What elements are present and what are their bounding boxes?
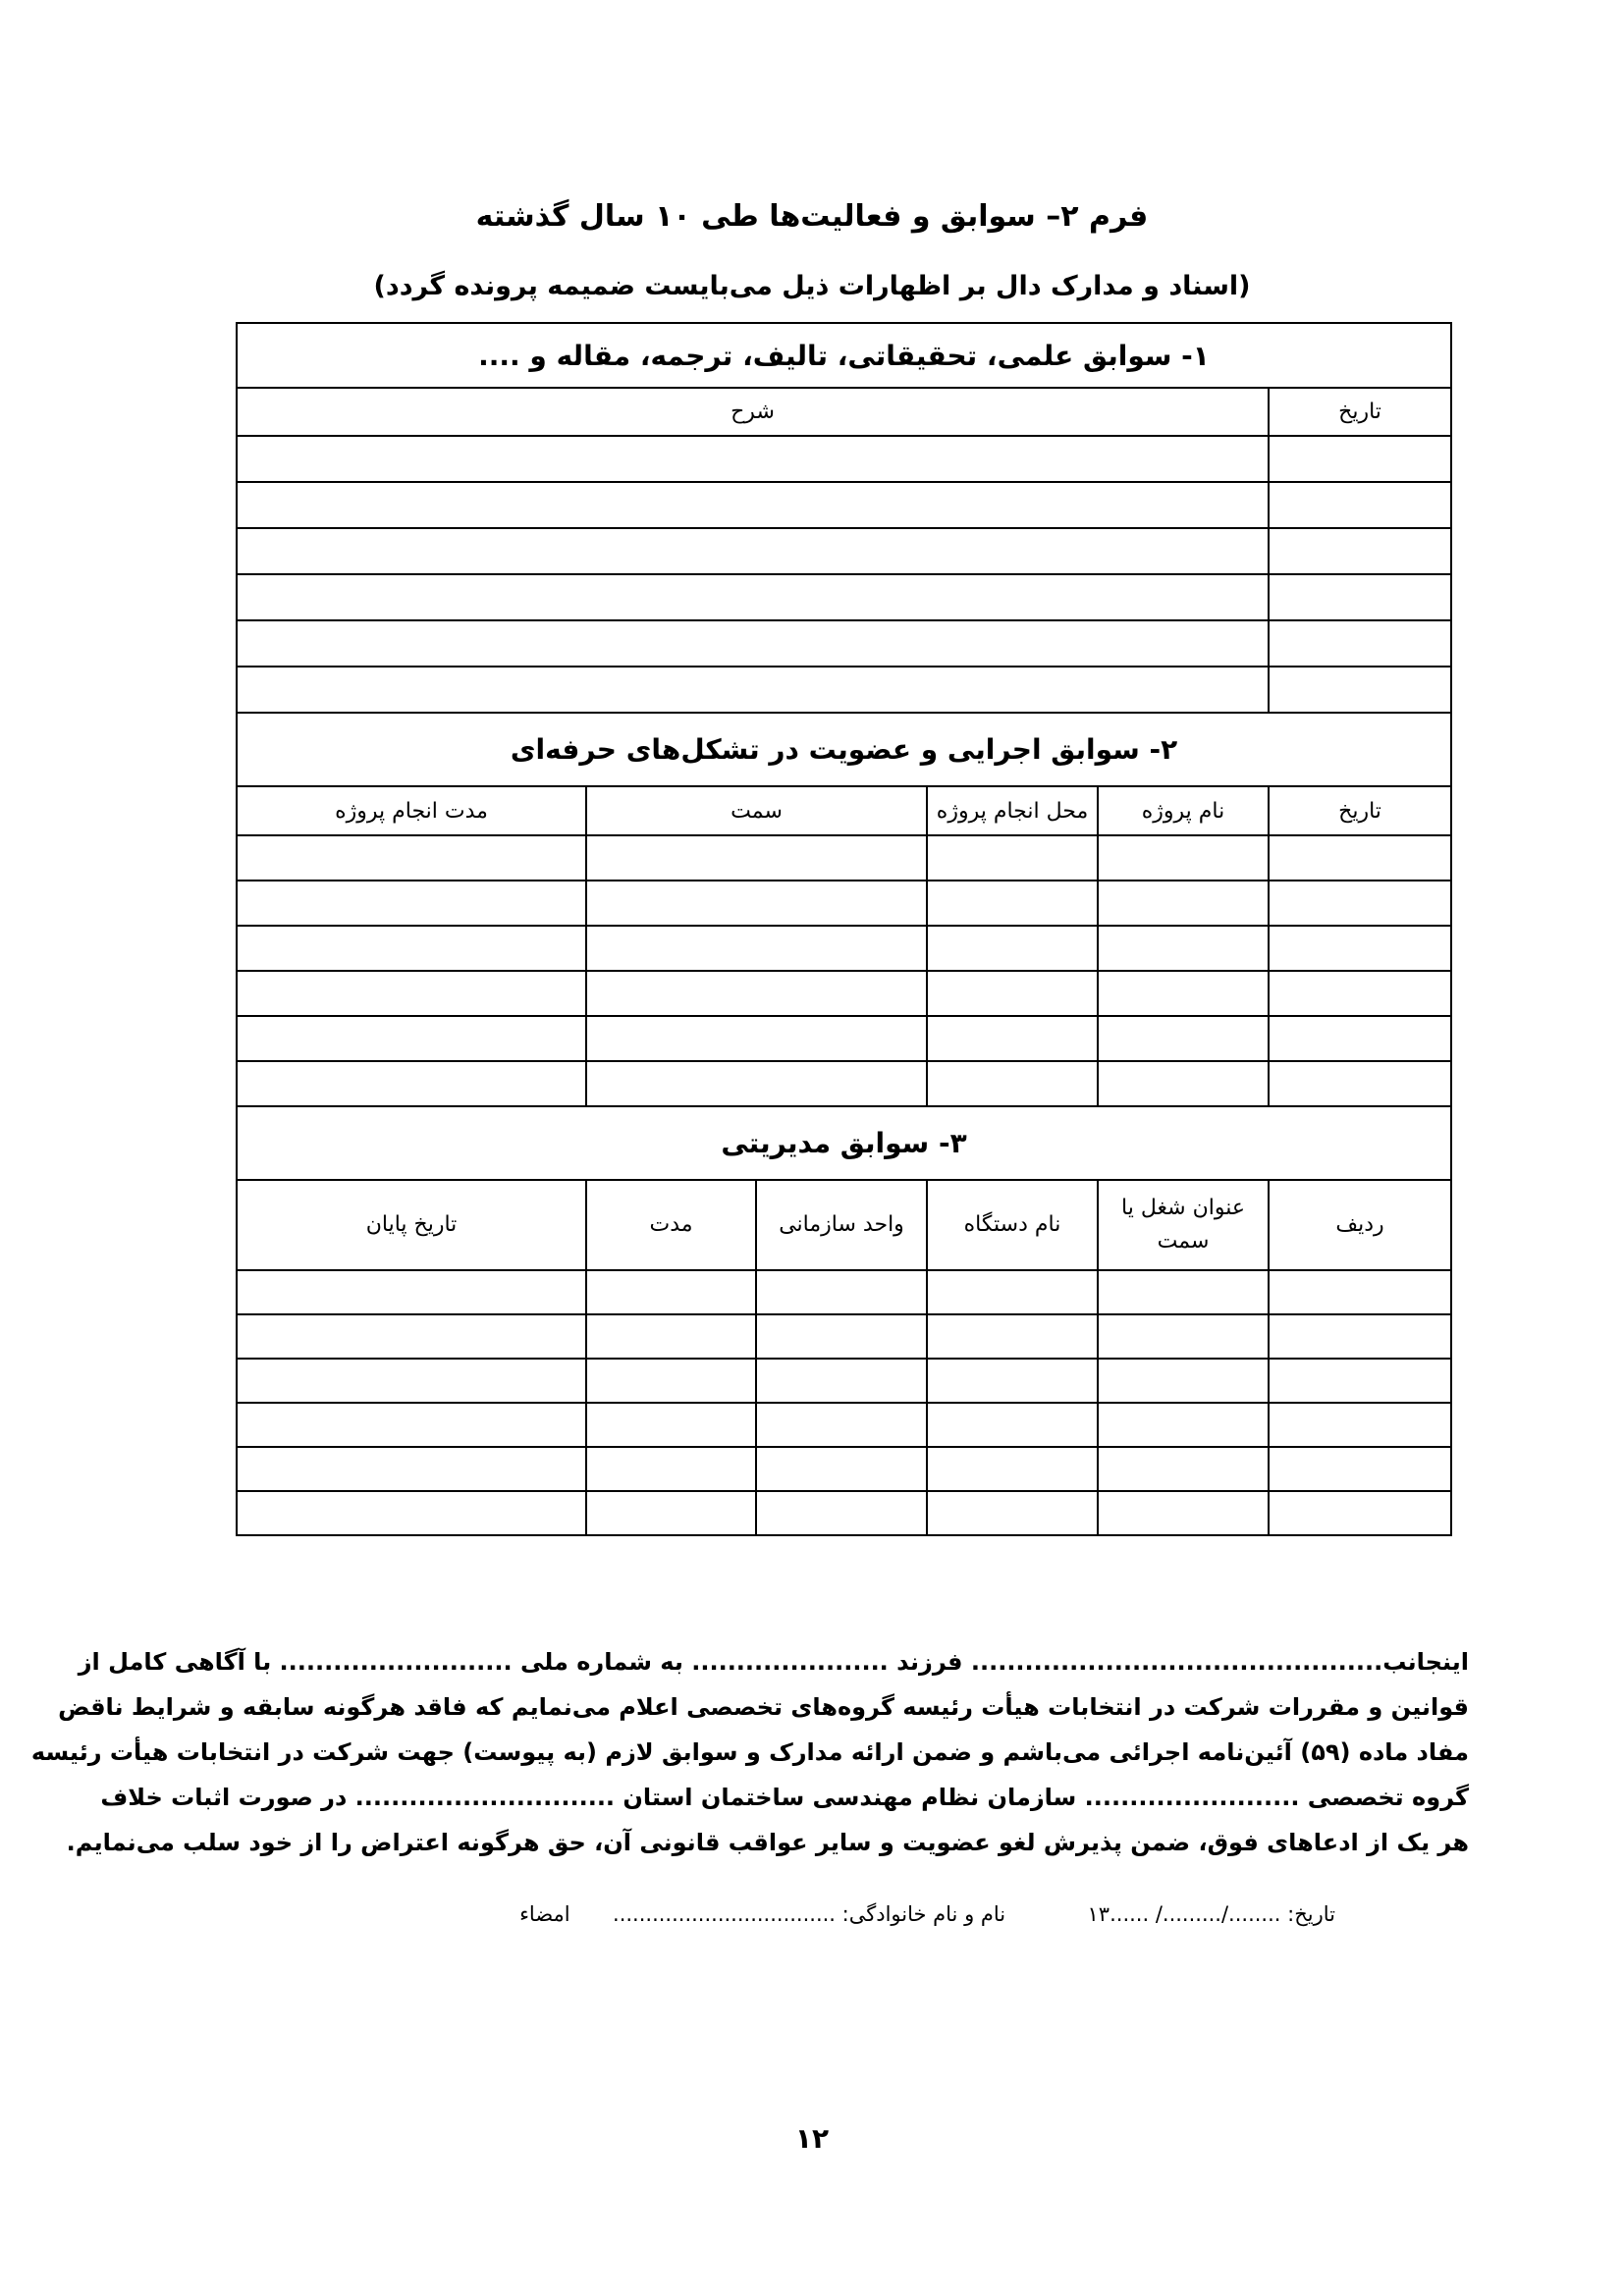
signature-footer bbox=[452, 1902, 1335, 1926]
table-row bbox=[237, 1403, 1451, 1447]
row-number-cell[interactable] bbox=[1269, 1359, 1451, 1403]
date-cell[interactable] bbox=[1269, 971, 1451, 1016]
unit-cell[interactable] bbox=[756, 1447, 927, 1491]
declaration-line: قوانین و مقررات شرکت در انتخابات هیأت رئیسه گروه‌های تخصصی اعلام می‌نمایم که فاقد هرگونه سابقه و شرایط ناقض bbox=[58, 1693, 1469, 1721]
duration-cell[interactable] bbox=[586, 1359, 756, 1403]
table-row bbox=[237, 1491, 1451, 1535]
column-header-job-title: عنوان شغل یا سمت bbox=[1098, 1180, 1269, 1270]
section-3-column-headers bbox=[237, 1180, 1451, 1270]
project-duration-cell[interactable] bbox=[237, 1061, 586, 1106]
position-cell[interactable] bbox=[586, 881, 927, 926]
job-title-cell[interactable] bbox=[1098, 1447, 1269, 1491]
section-2-title: ۲- سوابق اجرایی و عضویت در تشکل‌های حرفه‌ای bbox=[237, 713, 1451, 786]
column-header-end-date: تاریخ پایان bbox=[237, 1180, 586, 1270]
table-row bbox=[237, 881, 1451, 926]
date-cell[interactable] bbox=[1269, 835, 1451, 881]
column-header-project-duration: مدت انجام پروژه bbox=[237, 786, 586, 835]
end-date-cell[interactable] bbox=[237, 1403, 586, 1447]
section-3-title: ۳- سوابق مدیریتی bbox=[237, 1106, 1451, 1180]
section-2-column-headers bbox=[237, 786, 1451, 835]
table-row bbox=[237, 574, 1451, 620]
position-cell[interactable] bbox=[586, 926, 927, 971]
form-title: فرم ۲– سوابق و فعالیت‌ها طی ۱۰ سال گذشته bbox=[475, 199, 1149, 234]
organization-cell[interactable] bbox=[927, 1270, 1098, 1314]
organization-cell[interactable] bbox=[927, 1403, 1098, 1447]
table-row bbox=[237, 620, 1451, 667]
organization-cell[interactable] bbox=[927, 1314, 1098, 1359]
table-row bbox=[237, 926, 1451, 971]
description-cell[interactable] bbox=[237, 574, 1269, 620]
position-cell[interactable] bbox=[586, 835, 927, 881]
column-header-description: شرح bbox=[237, 388, 1269, 436]
project-duration-cell[interactable] bbox=[237, 881, 586, 926]
position-cell[interactable] bbox=[586, 971, 927, 1016]
date-cell[interactable] bbox=[1269, 881, 1451, 926]
duration-cell[interactable] bbox=[586, 1270, 756, 1314]
table-row bbox=[237, 1359, 1451, 1403]
project-location-cell[interactable] bbox=[927, 1016, 1098, 1061]
date-cell[interactable] bbox=[1269, 574, 1451, 620]
section-1-header bbox=[237, 323, 1451, 388]
position-cell[interactable] bbox=[586, 1016, 927, 1061]
table-row bbox=[237, 528, 1451, 574]
duration-cell[interactable] bbox=[586, 1447, 756, 1491]
table-row bbox=[237, 482, 1451, 528]
unit-cell[interactable] bbox=[756, 1491, 927, 1535]
project-name-cell[interactable] bbox=[1098, 881, 1269, 926]
declaration-paragraph bbox=[30, 1639, 1469, 1865]
end-date-cell[interactable] bbox=[237, 1270, 586, 1314]
description-cell[interactable] bbox=[237, 436, 1269, 482]
date-cell[interactable] bbox=[1269, 1061, 1451, 1106]
column-header-date: تاریخ bbox=[1269, 388, 1451, 436]
end-date-cell[interactable] bbox=[237, 1491, 586, 1535]
project-duration-cell[interactable] bbox=[237, 835, 586, 881]
job-title-cell[interactable] bbox=[1098, 1359, 1269, 1403]
end-date-cell[interactable] bbox=[237, 1447, 586, 1491]
description-cell[interactable] bbox=[237, 528, 1269, 574]
project-location-cell[interactable] bbox=[927, 971, 1098, 1016]
date-cell[interactable] bbox=[1269, 528, 1451, 574]
unit-cell[interactable] bbox=[756, 1403, 927, 1447]
page-number: ۱۲ bbox=[794, 2122, 830, 2155]
column-header-duration: مدت bbox=[586, 1180, 756, 1270]
job-title-cell[interactable] bbox=[1098, 1314, 1269, 1359]
organization-cell[interactable] bbox=[927, 1491, 1098, 1535]
table-row bbox=[237, 1061, 1451, 1106]
date-cell[interactable] bbox=[1269, 620, 1451, 667]
unit-cell[interactable] bbox=[756, 1314, 927, 1359]
description-cell[interactable] bbox=[237, 667, 1269, 713]
declaration-line: مفاد ماده (۵۹) آئین‌نامه اجرائی می‌باشم و ضمن ارائه مدارک و سوابق لازم (به پیوست) جهت شرکت در انتخابات هیأت رئیسه bbox=[30, 1738, 1469, 1766]
declaration-line: هر یک از ادعاهای فوق، ضمن پذیرش لغو عضویت و سایر عواقب قانونی آن، حق هرگونه اعتراض را از خود سلب می‌نمایم. bbox=[66, 1829, 1469, 1856]
section-1-column-headers bbox=[237, 388, 1451, 436]
project-location-cell[interactable] bbox=[927, 1061, 1098, 1106]
table-row bbox=[237, 1447, 1451, 1491]
duration-cell[interactable] bbox=[586, 1403, 756, 1447]
date-cell[interactable] bbox=[1269, 667, 1451, 713]
description-cell[interactable] bbox=[237, 620, 1269, 667]
project-location-cell[interactable] bbox=[927, 835, 1098, 881]
column-header-unit: واحد سازمانی bbox=[756, 1180, 927, 1270]
job-title-cell[interactable] bbox=[1098, 1270, 1269, 1314]
declaration-line: اینجانب.............................................. فرزند ...................... به شماره ملی .......................... با آگاهی کامل از bbox=[78, 1648, 1469, 1676]
section-2-header bbox=[237, 713, 1451, 786]
project-name-cell[interactable] bbox=[1098, 835, 1269, 881]
table-row bbox=[237, 971, 1451, 1016]
table-row bbox=[237, 436, 1451, 482]
duration-cell[interactable] bbox=[586, 1491, 756, 1535]
end-date-cell[interactable] bbox=[237, 1314, 586, 1359]
activities-form-table bbox=[236, 322, 1452, 1536]
project-duration-cell[interactable] bbox=[237, 926, 586, 971]
project-duration-cell[interactable] bbox=[237, 971, 586, 1016]
date-cell[interactable] bbox=[1269, 1016, 1451, 1061]
form-subtitle: (اسناد و مدارک دال بر اظهارات ذیل می‌بایست ضمیمه پرونده گردد) bbox=[373, 271, 1251, 301]
column-header-project-location: محل انجام پروژه bbox=[927, 786, 1098, 835]
job-title-cell[interactable] bbox=[1098, 1403, 1269, 1447]
project-name-cell[interactable] bbox=[1098, 1061, 1269, 1106]
date-cell[interactable] bbox=[1269, 926, 1451, 971]
row-number-cell[interactable] bbox=[1269, 1447, 1451, 1491]
table-row bbox=[237, 1270, 1451, 1314]
section-3-header bbox=[237, 1106, 1451, 1180]
date-cell[interactable] bbox=[1269, 436, 1451, 482]
project-name-cell[interactable] bbox=[1098, 926, 1269, 971]
duration-cell[interactable] bbox=[586, 1314, 756, 1359]
declaration-line: گروه تخصصی ........................ سازمان نظام مهندسی ساختمان استان ............................. در صورت اثبات خلاف bbox=[100, 1784, 1469, 1811]
column-header-organization: نام دستگاه bbox=[927, 1180, 1098, 1270]
table-row bbox=[237, 1016, 1451, 1061]
organization-cell[interactable] bbox=[927, 1359, 1098, 1403]
project-name-cell[interactable] bbox=[1098, 1016, 1269, 1061]
project-location-cell[interactable] bbox=[927, 881, 1098, 926]
project-name-cell[interactable] bbox=[1098, 971, 1269, 1016]
unit-cell[interactable] bbox=[756, 1359, 927, 1403]
row-number-cell[interactable] bbox=[1269, 1270, 1451, 1314]
table-row bbox=[237, 1314, 1451, 1359]
full-name-field[interactable]: نام و نام خانوادگی: .................................. bbox=[613, 1902, 1006, 1926]
table-row bbox=[237, 667, 1451, 713]
column-header-date: تاریخ bbox=[1269, 786, 1451, 835]
date-cell[interactable] bbox=[1269, 482, 1451, 528]
column-header-project-name: نام پروژه bbox=[1098, 786, 1269, 835]
column-header-position: سمت bbox=[586, 786, 927, 835]
column-header-row-number: ردیف bbox=[1269, 1180, 1451, 1270]
table-row bbox=[237, 835, 1451, 881]
date-field[interactable]: تاریخ: ......../........./ ......۱۳ bbox=[1087, 1902, 1335, 1926]
row-number-cell[interactable] bbox=[1269, 1314, 1451, 1359]
job-title-cell[interactable] bbox=[1098, 1491, 1269, 1535]
section-1-title: ۱- سوابق علمی، تحقیقاتی، تالیف، ترجمه، مقاله و .... bbox=[237, 323, 1451, 388]
position-cell[interactable] bbox=[586, 1061, 927, 1106]
organization-cell[interactable] bbox=[927, 1447, 1098, 1491]
project-location-cell[interactable] bbox=[927, 926, 1098, 971]
row-number-cell[interactable] bbox=[1269, 1403, 1451, 1447]
end-date-cell[interactable] bbox=[237, 1359, 586, 1403]
unit-cell[interactable] bbox=[756, 1270, 927, 1314]
row-number-cell[interactable] bbox=[1269, 1491, 1451, 1535]
project-duration-cell[interactable] bbox=[237, 1016, 586, 1061]
description-cell[interactable] bbox=[237, 482, 1269, 528]
signature-field[interactable]: امضاء bbox=[519, 1902, 570, 1926]
